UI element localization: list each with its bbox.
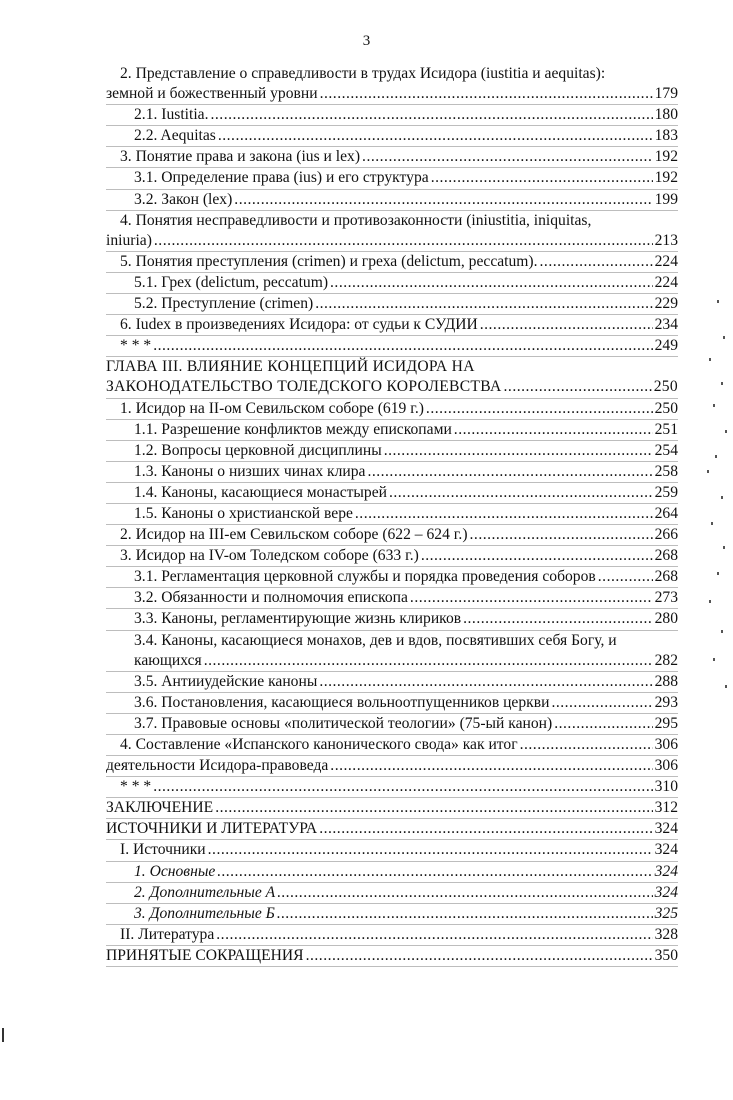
toc-page-number: 324 xyxy=(654,820,678,838)
toc-entry-text: 1. Основные xyxy=(134,862,216,880)
toc-entry-text: 4. Понятия несправедливости и противозаконности (iniustitia, iniquitas, xyxy=(120,211,592,229)
toc-entry-text: 3.6. Постановления, касающиеся вольноотпущенников церкви xyxy=(134,693,550,711)
toc-page-number: 324 xyxy=(654,883,678,901)
toc-entry-text: 3.7. Правовые основы «политической теологии» (75-ый канон) xyxy=(134,714,553,732)
toc-entry-text: ПРИНЯТЫЕ СОКРАЩЕНИЯ xyxy=(106,946,304,964)
toc-page-number: 199 xyxy=(654,190,678,208)
toc-page-number: 213 xyxy=(654,231,678,249)
toc-entry-text: 1.5. Каноны о христианской вере xyxy=(134,504,353,522)
toc-entry-text: 1.4. Каноны, касающиеся монастырей xyxy=(134,483,387,501)
dot-leader xyxy=(367,462,652,482)
toc-entry-text: 2.2. Aequitas xyxy=(134,127,216,145)
toc-page-number: 229 xyxy=(654,295,678,313)
dot-leader xyxy=(217,862,652,882)
toc-entry-src-i xyxy=(106,840,678,861)
toc-entry-s2-2 xyxy=(106,126,678,147)
toc-page-number: 264 xyxy=(654,504,678,522)
toc-page-number: 312 xyxy=(654,799,678,817)
toc-entry-text: * * * xyxy=(120,337,152,355)
toc-entry-c2 xyxy=(106,525,678,546)
dot-leader xyxy=(384,441,653,461)
toc-entry-text: 5.2. Преступление (crimen) xyxy=(134,295,314,313)
toc-entry-c3-7 xyxy=(106,714,678,735)
dot-leader xyxy=(319,819,652,839)
toc-entry-stars2 xyxy=(106,777,678,798)
toc-entry-text: 6. Iudex в произведениях Исидора: от судьи к СУДИИ xyxy=(120,316,478,334)
toc-page-number: 310 xyxy=(654,778,678,796)
dot-leader xyxy=(330,756,652,776)
toc-entry-c3-6 xyxy=(106,693,678,714)
toc-entry-c3-5 xyxy=(106,672,678,693)
toc-entry-text: 2.1. Iustitia. xyxy=(134,106,209,124)
toc-entry-abbr xyxy=(106,946,678,967)
toc-entry-text: 3.2. Закон (lex) xyxy=(134,190,233,208)
toc-entry-s2 xyxy=(106,64,678,105)
dot-leader xyxy=(204,651,653,671)
dot-leader xyxy=(211,105,653,125)
dot-leader xyxy=(216,925,652,945)
dot-leader xyxy=(410,588,653,608)
dot-leader xyxy=(520,735,653,755)
toc-entry-text: ИСТОЧНИКИ И ЛИТЕРАТУРА xyxy=(106,820,318,838)
dot-leader xyxy=(153,777,652,797)
page-number: 3 xyxy=(362,33,371,49)
toc-page-number: 266 xyxy=(654,526,678,544)
toc-entry-text: 5. Понятия преступления (crimen) и греха (delictum, peccatum). xyxy=(120,252,538,270)
dot-leader xyxy=(426,399,653,419)
toc-entry-s4 xyxy=(106,211,678,252)
dot-leader xyxy=(330,273,653,293)
toc-entry-text: 1.1. Разрешение конфликтов между епископами xyxy=(134,420,452,438)
toc-entry-text: 3.1. Определение права (ius) и его структура xyxy=(134,169,429,187)
toc-entry-text: ЗАКЛЮЧЕНИЕ xyxy=(106,799,214,817)
toc-page-number: 306 xyxy=(654,736,678,753)
toc-page-number: 280 xyxy=(654,610,678,628)
toc-page-number: 234 xyxy=(654,316,678,334)
toc-entry-c3-1 xyxy=(106,567,678,588)
toc-entry-c3-2 xyxy=(106,588,678,609)
toc-entry-s6 xyxy=(106,315,678,336)
toc-page-number: 192 xyxy=(654,169,678,187)
toc-entry-src xyxy=(106,819,678,840)
toc-entry-text: 3.1. Регламентация церковной службы и порядка проведения соборов xyxy=(134,568,596,586)
toc-entry-s2-1 xyxy=(106,105,678,126)
toc-entry-s5-2 xyxy=(106,294,678,315)
dot-leader xyxy=(480,315,653,335)
toc-entry-c3-4 xyxy=(106,631,678,672)
toc-entry-text: ЗАКОНОДАТЕЛЬСТВО ТОЛЕДСКОГО КОРОЛЕВСТВА xyxy=(106,378,502,396)
toc-entry-text: iniuria) xyxy=(106,231,152,249)
toc-page-number: 254 xyxy=(654,441,678,459)
toc-entry-s5 xyxy=(106,252,678,273)
dot-leader xyxy=(215,798,652,818)
dot-leader xyxy=(218,126,653,146)
dot-leader xyxy=(315,294,652,314)
toc-entry-text: 2. Представление о справедливости в трудах Исидора (iustitia и aequitas): xyxy=(120,65,606,82)
toc-entry-text: I. Источники xyxy=(120,841,206,859)
toc-entry-text: * * * xyxy=(120,778,152,796)
toc-entry-text: 3.2. Обязанности и полномочия епископа xyxy=(134,589,408,607)
toc-entry-c3 xyxy=(106,546,678,567)
dot-leader xyxy=(470,525,653,545)
toc-entry-concl xyxy=(106,798,678,819)
toc-entry-s5-1 xyxy=(106,273,678,294)
toc-entry-text: 3.4. Каноны, касающиеся монахов, дев и вдов, посвятивших себя Богу, и xyxy=(134,631,617,649)
dot-leader xyxy=(320,84,653,104)
toc-entry-text: кающихся xyxy=(134,651,202,669)
toc-entry-ch3 xyxy=(106,357,678,398)
toc-page-number: 293 xyxy=(654,693,678,711)
toc-entry-text: 3. Исидор на IV-ом Толедском соборе (633 г.) xyxy=(120,547,419,565)
dot-leader xyxy=(277,904,653,924)
dot-leader xyxy=(504,377,652,397)
toc-entry-c4b xyxy=(106,756,678,777)
dot-leader xyxy=(431,168,653,188)
toc-page-number: 250 xyxy=(654,399,678,417)
dot-leader xyxy=(319,672,652,692)
toc-page-number: 306 xyxy=(654,757,678,775)
toc-page-number: 250 xyxy=(653,378,678,396)
toc-entry-c4a xyxy=(106,735,678,756)
toc-page-number: 180 xyxy=(654,106,678,124)
toc-page-number: 259 xyxy=(654,483,678,501)
dot-leader xyxy=(234,190,652,210)
toc-entry-src-i-1 xyxy=(106,862,678,883)
toc-entry-c1-2 xyxy=(106,441,678,462)
toc-entry-text: 3. Дополнительные Б xyxy=(134,904,275,922)
dot-leader xyxy=(355,504,653,524)
toc-entry-text: 1. Исидор на II-ом Севильском соборе (619 г.) xyxy=(120,399,424,417)
dot-leader xyxy=(306,946,653,966)
dot-leader xyxy=(208,840,653,860)
toc-page-number: 224 xyxy=(654,252,678,270)
toc-entry-c1-5 xyxy=(106,504,678,525)
toc-entry-c1-3 xyxy=(106,462,678,483)
toc-entry-src-ii xyxy=(106,925,678,946)
toc-page-number: 273 xyxy=(654,589,678,607)
dot-leader xyxy=(554,714,652,734)
toc-page-number: 249 xyxy=(654,337,678,355)
toc-entry-c1-1 xyxy=(106,420,678,441)
toc-page-number: 251 xyxy=(654,420,678,438)
scan-margin-mark xyxy=(2,1028,8,1042)
toc-page-number: 288 xyxy=(654,672,678,690)
dot-leader xyxy=(362,147,653,167)
toc-page-number: 295 xyxy=(654,714,678,732)
dot-leader xyxy=(153,336,652,356)
dot-leader xyxy=(454,420,653,440)
dot-leader xyxy=(421,546,653,566)
toc-entry-stars1 xyxy=(106,336,678,357)
dot-leader xyxy=(277,883,652,903)
toc-entry-text: 2. Дополнительные А xyxy=(134,883,276,901)
scan-specks xyxy=(703,300,733,720)
toc-page-number: 224 xyxy=(654,273,678,291)
toc-page-number: 325 xyxy=(654,904,678,922)
toc-entry-text: земной и божественный уровни xyxy=(106,85,318,103)
toc-page-number: 179 xyxy=(654,85,678,103)
toc-entry-src-i-3 xyxy=(106,904,678,925)
toc-page-number: 282 xyxy=(654,651,678,669)
toc-page-number: 192 xyxy=(654,148,678,166)
dot-leader xyxy=(551,693,652,713)
toc-entry-s3 xyxy=(106,147,678,168)
dot-leader xyxy=(154,231,653,251)
dot-leader xyxy=(389,483,653,503)
toc-page-number: 268 xyxy=(654,568,678,586)
toc-entry-c1 xyxy=(106,399,678,420)
toc-page-number: 183 xyxy=(654,127,678,145)
toc-entry-text: деятельности Исидора-правоведа xyxy=(106,757,329,775)
toc-page-number: 350 xyxy=(654,946,678,964)
toc-entry-c1-4 xyxy=(106,483,678,504)
dot-leader xyxy=(598,567,653,587)
toc-entry-text: 1.3. Каноны о низших чинах клира xyxy=(134,462,366,480)
toc-page-number: 324 xyxy=(654,841,678,859)
toc-page-number: 324 xyxy=(654,862,678,880)
toc-entry-text: 4. Составление «Испанского канонического свода» как итог xyxy=(120,736,518,753)
toc-entry-text: 3.5. Антииудейские каноны xyxy=(134,672,318,690)
toc-entry-text: 3.3. Каноны, регламентирующие жизнь клириков xyxy=(134,610,462,628)
toc-entry-text: 1.2. Вопросы церковной дисциплины xyxy=(134,441,382,459)
toc-entry-text: ГЛАВА III. ВЛИЯНИЕ КОНЦЕПЦИЙ ИСИДОРА НА xyxy=(106,358,475,376)
toc-entry-src-i-2 xyxy=(106,883,678,904)
dot-leader xyxy=(463,609,652,629)
toc-entry-text: 3. Понятие права и закона (ius и lex) xyxy=(120,148,361,166)
toc-page-number: 268 xyxy=(654,547,678,565)
toc-entry-text: 2. Исидор на III-ем Севильском соборе (622 – 624 г.) xyxy=(120,526,468,544)
toc-page-number: 258 xyxy=(654,462,678,480)
toc-entry-s3-1 xyxy=(106,168,678,189)
toc-entry-s3-2 xyxy=(106,190,678,211)
toc-entry-c3-3 xyxy=(106,609,678,630)
toc-entry-text: II. Литература xyxy=(120,925,215,943)
toc-entry-text: 5.1. Грех (delictum, peccatum) xyxy=(134,273,329,291)
table-of-contents xyxy=(106,64,678,967)
dot-leader xyxy=(540,252,653,272)
toc-page-number: 328 xyxy=(654,925,678,943)
